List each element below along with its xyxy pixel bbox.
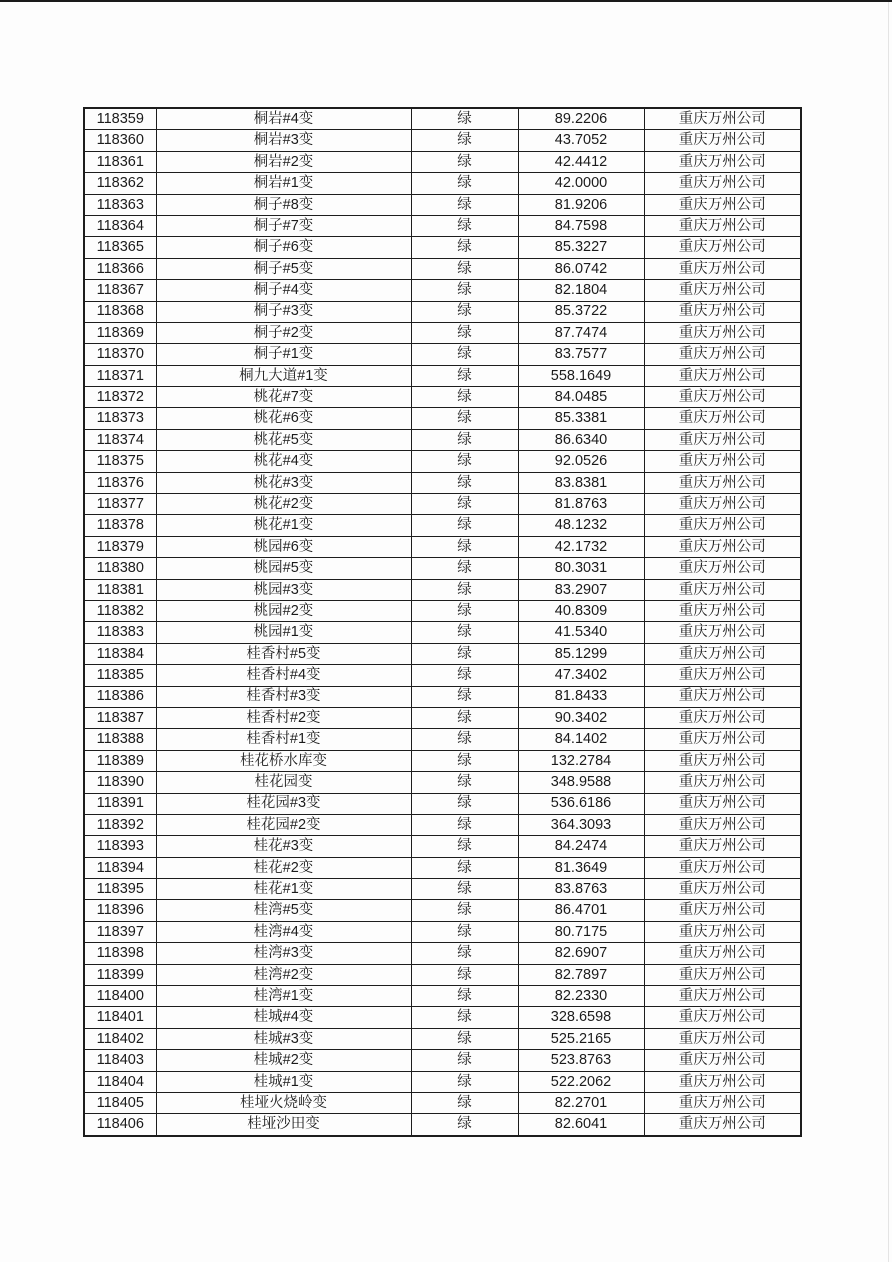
status-cell: 绿 <box>411 1028 518 1049</box>
substation-name-cell: 桐子#6变 <box>156 237 411 258</box>
substation-name-cell: 桐子#3变 <box>156 301 411 322</box>
substation-name-cell: 桐子#2变 <box>156 322 411 343</box>
status-cell: 绿 <box>411 964 518 985</box>
status-cell: 绿 <box>411 579 518 600</box>
substation-name-cell: 桂花#3变 <box>156 836 411 857</box>
table-row <box>84 344 801 365</box>
substation-name-cell: 桐岩#3变 <box>156 130 411 151</box>
company-cell: 重庆万州公司 <box>644 429 801 450</box>
substation-name-cell: 桂香村#1变 <box>156 729 411 750</box>
substation-name-cell: 桂花#2变 <box>156 857 411 878</box>
company-cell: 重庆万州公司 <box>644 237 801 258</box>
record-id-cell: 118405 <box>84 1092 156 1113</box>
company-cell: 重庆万州公司 <box>644 1114 801 1136</box>
company-cell: 重庆万州公司 <box>644 943 801 964</box>
record-id-cell: 118365 <box>84 237 156 258</box>
record-id-cell: 118390 <box>84 772 156 793</box>
record-id-cell: 118372 <box>84 387 156 408</box>
table-row <box>84 130 801 151</box>
value-cell: 85.3381 <box>518 408 644 429</box>
company-cell: 重庆万州公司 <box>644 729 801 750</box>
table-row <box>84 173 801 194</box>
record-id-cell: 118394 <box>84 857 156 878</box>
value-cell: 84.1402 <box>518 729 644 750</box>
company-cell: 重庆万州公司 <box>644 173 801 194</box>
substation-name-cell: 桂城#1变 <box>156 1071 411 1092</box>
company-cell: 重庆万州公司 <box>644 387 801 408</box>
status-cell: 绿 <box>411 258 518 279</box>
substation-name-cell: 桃园#5变 <box>156 558 411 579</box>
substation-name-cell: 桃花#3变 <box>156 472 411 493</box>
table-row <box>84 558 801 579</box>
substation-name-cell: 桂香村#5变 <box>156 643 411 664</box>
record-id-cell: 118396 <box>84 900 156 921</box>
substation-name-cell: 桃园#3变 <box>156 579 411 600</box>
value-cell: 42.4412 <box>518 151 644 172</box>
value-cell: 536.6186 <box>518 793 644 814</box>
record-id-cell: 118391 <box>84 793 156 814</box>
company-cell: 重庆万州公司 <box>644 579 801 600</box>
record-id-cell: 118367 <box>84 280 156 301</box>
substation-name-cell: 桂垭沙田变 <box>156 1114 411 1136</box>
company-cell: 重庆万州公司 <box>644 900 801 921</box>
value-cell: 84.0485 <box>518 387 644 408</box>
record-id-cell: 118406 <box>84 1114 156 1136</box>
status-cell: 绿 <box>411 1071 518 1092</box>
value-cell: 82.2701 <box>518 1092 644 1113</box>
status-cell: 绿 <box>411 301 518 322</box>
value-cell: 525.2165 <box>518 1028 644 1049</box>
substation-name-cell: 桂香村#2变 <box>156 707 411 728</box>
record-id-cell: 118369 <box>84 322 156 343</box>
table-row <box>84 151 801 172</box>
page-right-edge-line <box>888 2 889 1262</box>
table-row <box>84 322 801 343</box>
record-id-cell: 118376 <box>84 472 156 493</box>
record-id-cell: 118392 <box>84 814 156 835</box>
company-cell: 重庆万州公司 <box>644 622 801 643</box>
company-cell: 重庆万州公司 <box>644 151 801 172</box>
status-cell: 绿 <box>411 536 518 557</box>
record-id-cell: 118382 <box>84 600 156 621</box>
substation-name-cell: 桂香村#4变 <box>156 665 411 686</box>
value-cell: 48.1232 <box>518 515 644 536</box>
company-cell: 重庆万州公司 <box>644 1071 801 1092</box>
value-cell: 85.3722 <box>518 301 644 322</box>
table-row <box>84 237 801 258</box>
record-id-cell: 118360 <box>84 130 156 151</box>
record-id-cell: 118380 <box>84 558 156 579</box>
status-cell: 绿 <box>411 451 518 472</box>
company-cell: 重庆万州公司 <box>644 344 801 365</box>
status-cell: 绿 <box>411 1050 518 1071</box>
substation-data-table <box>83 107 802 1137</box>
status-cell: 绿 <box>411 344 518 365</box>
record-id-cell: 118373 <box>84 408 156 429</box>
table-row <box>84 943 801 964</box>
page-top-edge-line <box>0 0 892 2</box>
record-id-cell: 118370 <box>84 344 156 365</box>
substation-name-cell: 桂花园#2变 <box>156 814 411 835</box>
substation-name-cell: 桂花园#3变 <box>156 793 411 814</box>
company-cell: 重庆万州公司 <box>644 986 801 1007</box>
status-cell: 绿 <box>411 750 518 771</box>
status-cell: 绿 <box>411 600 518 621</box>
substation-name-cell: 桂城#3变 <box>156 1028 411 1049</box>
record-id-cell: 118384 <box>84 643 156 664</box>
table-row <box>84 793 801 814</box>
table-row <box>84 879 801 900</box>
record-id-cell: 118403 <box>84 1050 156 1071</box>
record-id-cell: 118368 <box>84 301 156 322</box>
substation-name-cell: 桂湾#1变 <box>156 986 411 1007</box>
value-cell: 364.3093 <box>518 814 644 835</box>
substation-name-cell: 桐子#5变 <box>156 258 411 279</box>
table-row <box>84 387 801 408</box>
substation-name-cell: 桐子#1变 <box>156 344 411 365</box>
status-cell: 绿 <box>411 921 518 942</box>
table-row <box>84 665 801 686</box>
record-id-cell: 118404 <box>84 1071 156 1092</box>
table-body <box>84 108 801 1136</box>
company-cell: 重庆万州公司 <box>644 515 801 536</box>
company-cell: 重庆万州公司 <box>644 322 801 343</box>
status-cell: 绿 <box>411 280 518 301</box>
status-cell: 绿 <box>411 408 518 429</box>
table-row <box>84 622 801 643</box>
record-id-cell: 118402 <box>84 1028 156 1049</box>
status-cell: 绿 <box>411 1114 518 1136</box>
company-cell: 重庆万州公司 <box>644 643 801 664</box>
status-cell: 绿 <box>411 772 518 793</box>
substation-name-cell: 桐子#7变 <box>156 215 411 236</box>
status-cell: 绿 <box>411 151 518 172</box>
value-cell: 82.6041 <box>518 1114 644 1136</box>
table-row <box>84 280 801 301</box>
record-id-cell: 118389 <box>84 750 156 771</box>
substation-name-cell: 桂湾#3变 <box>156 943 411 964</box>
status-cell: 绿 <box>411 365 518 386</box>
company-cell: 重庆万州公司 <box>644 857 801 878</box>
status-cell: 绿 <box>411 515 518 536</box>
company-cell: 重庆万州公司 <box>644 365 801 386</box>
record-id-cell: 118398 <box>84 943 156 964</box>
company-cell: 重庆万州公司 <box>644 536 801 557</box>
company-cell: 重庆万州公司 <box>644 964 801 985</box>
table-row <box>84 857 801 878</box>
record-id-cell: 118401 <box>84 1007 156 1028</box>
table-row <box>84 1050 801 1071</box>
value-cell: 83.8381 <box>518 472 644 493</box>
status-cell: 绿 <box>411 173 518 194</box>
table-row <box>84 729 801 750</box>
company-cell: 重庆万州公司 <box>644 707 801 728</box>
record-id-cell: 118397 <box>84 921 156 942</box>
company-cell: 重庆万州公司 <box>644 1028 801 1049</box>
status-cell: 绿 <box>411 322 518 343</box>
substation-name-cell: 桂湾#2变 <box>156 964 411 985</box>
value-cell: 348.9588 <box>518 772 644 793</box>
value-cell: 82.6907 <box>518 943 644 964</box>
table-row <box>84 1028 801 1049</box>
table-row <box>84 750 801 771</box>
substation-name-cell: 桂花桥水库变 <box>156 750 411 771</box>
value-cell: 82.2330 <box>518 986 644 1007</box>
value-cell: 86.6340 <box>518 429 644 450</box>
company-cell: 重庆万州公司 <box>644 1050 801 1071</box>
company-cell: 重庆万州公司 <box>644 130 801 151</box>
value-cell: 82.7897 <box>518 964 644 985</box>
company-cell: 重庆万州公司 <box>644 472 801 493</box>
substation-name-cell: 桐子#4变 <box>156 280 411 301</box>
status-cell: 绿 <box>411 665 518 686</box>
substation-name-cell: 桃花#4变 <box>156 451 411 472</box>
company-cell: 重庆万州公司 <box>644 665 801 686</box>
substation-name-cell: 桐岩#2变 <box>156 151 411 172</box>
substation-name-cell: 桂花#1变 <box>156 879 411 900</box>
value-cell: 83.8763 <box>518 879 644 900</box>
table-row <box>84 215 801 236</box>
table-row <box>84 1007 801 1028</box>
company-cell: 重庆万州公司 <box>644 600 801 621</box>
value-cell: 40.8309 <box>518 600 644 621</box>
record-id-cell: 118364 <box>84 215 156 236</box>
status-cell: 绿 <box>411 194 518 215</box>
value-cell: 328.6598 <box>518 1007 644 1028</box>
table-row <box>84 814 801 835</box>
value-cell: 85.3227 <box>518 237 644 258</box>
table-row <box>84 600 801 621</box>
record-id-cell: 118386 <box>84 686 156 707</box>
value-cell: 81.8763 <box>518 494 644 515</box>
value-cell: 81.8433 <box>518 686 644 707</box>
table-row <box>84 408 801 429</box>
status-cell: 绿 <box>411 793 518 814</box>
value-cell: 80.7175 <box>518 921 644 942</box>
company-cell: 重庆万州公司 <box>644 836 801 857</box>
status-cell: 绿 <box>411 857 518 878</box>
company-cell: 重庆万州公司 <box>644 686 801 707</box>
substation-name-cell: 桂城#2变 <box>156 1050 411 1071</box>
record-id-cell: 118379 <box>84 536 156 557</box>
status-cell: 绿 <box>411 130 518 151</box>
status-cell: 绿 <box>411 622 518 643</box>
company-cell: 重庆万州公司 <box>644 879 801 900</box>
table-row <box>84 258 801 279</box>
table-row <box>84 1092 801 1113</box>
status-cell: 绿 <box>411 237 518 258</box>
table-row <box>84 1071 801 1092</box>
status-cell: 绿 <box>411 814 518 835</box>
value-cell: 85.1299 <box>518 643 644 664</box>
table-row <box>84 301 801 322</box>
company-cell: 重庆万州公司 <box>644 258 801 279</box>
value-cell: 558.1649 <box>518 365 644 386</box>
substation-name-cell: 桃花#5变 <box>156 429 411 450</box>
substation-name-cell: 桂湾#4变 <box>156 921 411 942</box>
record-id-cell: 118371 <box>84 365 156 386</box>
table-row <box>84 900 801 921</box>
value-cell: 43.7052 <box>518 130 644 151</box>
value-cell: 523.8763 <box>518 1050 644 1071</box>
company-cell: 重庆万州公司 <box>644 1092 801 1113</box>
value-cell: 84.7598 <box>518 215 644 236</box>
table-row <box>84 707 801 728</box>
table-row <box>84 772 801 793</box>
value-cell: 522.2062 <box>518 1071 644 1092</box>
value-cell: 81.3649 <box>518 857 644 878</box>
record-id-cell: 118388 <box>84 729 156 750</box>
record-id-cell: 118375 <box>84 451 156 472</box>
value-cell: 42.1732 <box>518 536 644 557</box>
status-cell: 绿 <box>411 943 518 964</box>
table-row <box>84 429 801 450</box>
value-cell: 83.2907 <box>518 579 644 600</box>
company-cell: 重庆万州公司 <box>644 280 801 301</box>
substation-name-cell: 桃花#7变 <box>156 387 411 408</box>
company-cell: 重庆万州公司 <box>644 408 801 429</box>
record-id-cell: 118393 <box>84 836 156 857</box>
status-cell: 绿 <box>411 986 518 1007</box>
substation-name-cell: 桂湾#5变 <box>156 900 411 921</box>
company-cell: 重庆万州公司 <box>644 108 801 130</box>
record-id-cell: 118383 <box>84 622 156 643</box>
value-cell: 90.3402 <box>518 707 644 728</box>
company-cell: 重庆万州公司 <box>644 558 801 579</box>
value-cell: 87.7474 <box>518 322 644 343</box>
substation-name-cell: 桃园#1变 <box>156 622 411 643</box>
table-row <box>84 1114 801 1136</box>
status-cell: 绿 <box>411 472 518 493</box>
substation-name-cell: 桂花园变 <box>156 772 411 793</box>
status-cell: 绿 <box>411 387 518 408</box>
value-cell: 41.5340 <box>518 622 644 643</box>
substation-name-cell: 桂城#4变 <box>156 1007 411 1028</box>
value-cell: 82.1804 <box>518 280 644 301</box>
table-row <box>84 494 801 515</box>
status-cell: 绿 <box>411 879 518 900</box>
status-cell: 绿 <box>411 429 518 450</box>
substation-name-cell: 桃园#2变 <box>156 600 411 621</box>
substation-name-cell: 桐岩#1变 <box>156 173 411 194</box>
value-cell: 86.0742 <box>518 258 644 279</box>
value-cell: 80.3031 <box>518 558 644 579</box>
record-id-cell: 118377 <box>84 494 156 515</box>
substation-name-cell: 桂香村#3变 <box>156 686 411 707</box>
value-cell: 92.0526 <box>518 451 644 472</box>
status-cell: 绿 <box>411 1092 518 1113</box>
substation-name-cell: 桐九大道#1变 <box>156 365 411 386</box>
company-cell: 重庆万州公司 <box>644 451 801 472</box>
record-id-cell: 118400 <box>84 986 156 1007</box>
company-cell: 重庆万州公司 <box>644 772 801 793</box>
company-cell: 重庆万州公司 <box>644 814 801 835</box>
substation-name-cell: 桃花#6变 <box>156 408 411 429</box>
status-cell: 绿 <box>411 707 518 728</box>
company-cell: 重庆万州公司 <box>644 215 801 236</box>
record-id-cell: 118387 <box>84 707 156 728</box>
table-row <box>84 686 801 707</box>
table-row <box>84 515 801 536</box>
value-cell: 81.9206 <box>518 194 644 215</box>
record-id-cell: 118359 <box>84 108 156 130</box>
table-row <box>84 451 801 472</box>
status-cell: 绿 <box>411 494 518 515</box>
record-id-cell: 118374 <box>84 429 156 450</box>
status-cell: 绿 <box>411 1007 518 1028</box>
table-row <box>84 986 801 1007</box>
record-id-cell: 118399 <box>84 964 156 985</box>
substation-name-cell: 桃园#6变 <box>156 536 411 557</box>
value-cell: 42.0000 <box>518 173 644 194</box>
company-cell: 重庆万州公司 <box>644 301 801 322</box>
value-cell: 86.4701 <box>518 900 644 921</box>
company-cell: 重庆万州公司 <box>644 494 801 515</box>
status-cell: 绿 <box>411 729 518 750</box>
value-cell: 132.2784 <box>518 750 644 771</box>
record-id-cell: 118381 <box>84 579 156 600</box>
substation-name-cell: 桂垭火烧岭变 <box>156 1092 411 1113</box>
company-cell: 重庆万州公司 <box>644 793 801 814</box>
company-cell: 重庆万州公司 <box>644 750 801 771</box>
record-id-cell: 118385 <box>84 665 156 686</box>
substation-name-cell: 桃花#2变 <box>156 494 411 515</box>
value-cell: 47.3402 <box>518 665 644 686</box>
table-row <box>84 921 801 942</box>
table-row <box>84 579 801 600</box>
status-cell: 绿 <box>411 108 518 130</box>
table-row <box>84 964 801 985</box>
record-id-cell: 118362 <box>84 173 156 194</box>
value-cell: 89.2206 <box>518 108 644 130</box>
value-cell: 83.7577 <box>518 344 644 365</box>
status-cell: 绿 <box>411 215 518 236</box>
status-cell: 绿 <box>411 558 518 579</box>
record-id-cell: 118378 <box>84 515 156 536</box>
table-row <box>84 643 801 664</box>
table-row <box>84 836 801 857</box>
record-id-cell: 118366 <box>84 258 156 279</box>
substation-name-cell: 桐子#8变 <box>156 194 411 215</box>
status-cell: 绿 <box>411 900 518 921</box>
record-id-cell: 118395 <box>84 879 156 900</box>
company-cell: 重庆万州公司 <box>644 921 801 942</box>
status-cell: 绿 <box>411 686 518 707</box>
record-id-cell: 118361 <box>84 151 156 172</box>
substation-name-cell: 桐岩#4变 <box>156 108 411 130</box>
status-cell: 绿 <box>411 643 518 664</box>
substation-name-cell: 桃花#1变 <box>156 515 411 536</box>
status-cell: 绿 <box>411 836 518 857</box>
table-row <box>84 108 801 130</box>
table-row <box>84 536 801 557</box>
table-row <box>84 365 801 386</box>
record-id-cell: 118363 <box>84 194 156 215</box>
table-row <box>84 472 801 493</box>
table-row <box>84 194 801 215</box>
company-cell: 重庆万州公司 <box>644 194 801 215</box>
company-cell: 重庆万州公司 <box>644 1007 801 1028</box>
value-cell: 84.2474 <box>518 836 644 857</box>
